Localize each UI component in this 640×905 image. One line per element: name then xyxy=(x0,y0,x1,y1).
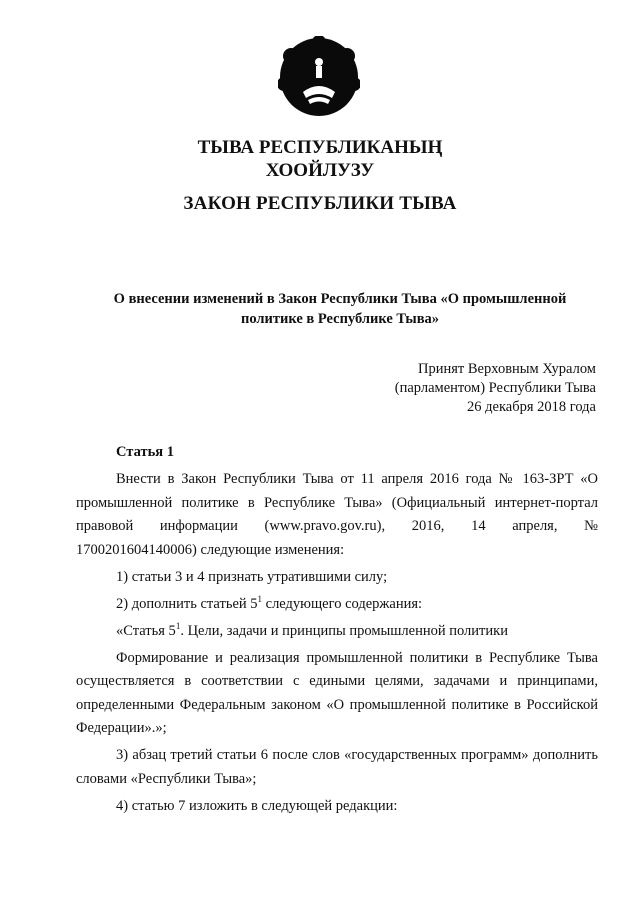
list-item-1: 1) статьи 3 и 4 признать утратившими силу; xyxy=(116,568,388,585)
quoted-article-text: Формирование и реализация промышленной политики в Республике Тыва осуществляется в соответствии с едиными целями, задачами и принципами, определенными Федеральным законом «О промышленной политике в Российской Федерации».»; xyxy=(76,649,598,736)
header-title-line2: ХООЙЛУЗУ xyxy=(265,160,375,181)
list-item-4: 4) статью 7 изложить в следующей редакции: xyxy=(116,797,398,814)
subject-line1: О внесении изменений в Закон Республики Тыва «О промышленной xyxy=(113,291,567,307)
law-subject xyxy=(60,289,620,329)
list-item-3: 3) абзац третий статьи 6 после слов «государственных программ» дополнить словами «Республики Тыва»; xyxy=(76,747,598,787)
adoption-line1: Принят Верховным Хуралом xyxy=(418,361,596,377)
republic-emblem-icon xyxy=(278,36,360,118)
article-heading: Статья 1 xyxy=(116,444,174,460)
article-intro: Внести в Закон Республики Тыва от 11 апреля 2016 года № 163-ЗРТ «О промышленной политике в Республике Тыва» (Официальный интернет-портал правовой информации (www.pravo.gov.ru), 2016, 14 апреля, № xyxy=(76,471,598,534)
adoption-line2: (парламентом) Республики Тыва xyxy=(394,380,596,396)
article-intro-end: 1700201604140006) следующие изменения: xyxy=(76,541,345,558)
adoption-date: 26 декабря 2018 года xyxy=(467,399,596,415)
list-item-2: 2) дополнить статьей $5^1$ следующего содержания: xyxy=(116,593,423,612)
adoption-note xyxy=(395,360,596,417)
subject-line2: политике в Республике Тыва» xyxy=(240,311,440,327)
header-title-line1: ТЫВА РЕСПУБЛИКАНЫҢ xyxy=(197,137,443,158)
article-body xyxy=(76,468,598,822)
quoted-article-heading: «Статья $5^1$. Цели, задачи и принципы промышленной политики xyxy=(116,620,508,639)
law-title: ЗАКОН РЕСПУБЛИКИ ТЫВА xyxy=(183,193,457,214)
document-header xyxy=(0,136,640,182)
